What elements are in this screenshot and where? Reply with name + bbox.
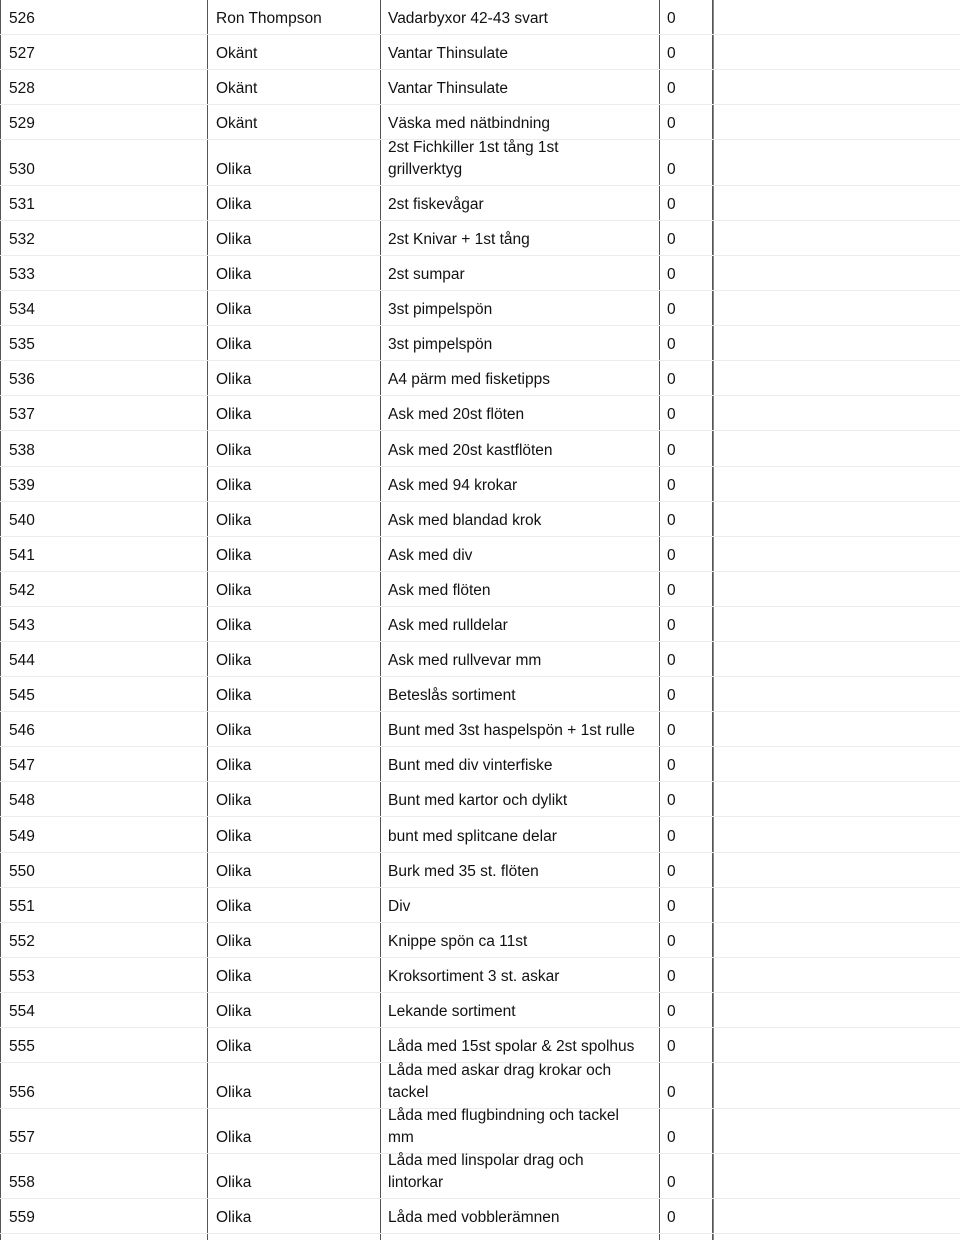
table-row: [0, 0, 960, 35]
table-row: [0, 361, 960, 396]
table-row: [0, 70, 960, 105]
item-description-cell: Beteslås sortiment: [388, 687, 516, 705]
item-description-cell: Låda med 15st spolar & 2st spolhus: [388, 1038, 635, 1056]
value-cell: 0: [667, 115, 676, 133]
table-row: [0, 35, 960, 70]
value-cell: 0: [667, 266, 676, 284]
table-row: [0, 1199, 960, 1234]
table-row: [0, 607, 960, 642]
table-row: [0, 467, 960, 502]
donor-cell: Olika: [216, 230, 252, 248]
table-row: [0, 747, 960, 782]
donor-cell: Olika: [216, 967, 252, 985]
row-number-cell: 557: [9, 1128, 35, 1146]
table-row: [0, 712, 960, 747]
row-number-cell: 544: [9, 652, 35, 670]
donor-cell: Okänt: [216, 45, 258, 63]
row-number-cell: 540: [9, 511, 35, 529]
table-row: [0, 853, 960, 888]
row-number-cell: 554: [9, 1003, 35, 1021]
table-row: [0, 1063, 960, 1108]
item-description-cell: Låda med vobblerämnen: [388, 1209, 560, 1227]
value-cell: 0: [667, 45, 676, 63]
value-cell: 0: [667, 511, 676, 529]
value-cell: 0: [667, 1174, 676, 1192]
value-cell: 0: [667, 10, 676, 28]
value-cell: 0: [667, 722, 676, 740]
table-row: [0, 782, 960, 817]
value-cell: 0: [667, 406, 676, 424]
donor-cell: Olika: [216, 652, 252, 670]
value-cell: 0: [667, 1128, 676, 1146]
value-cell: 0: [667, 195, 676, 213]
donor-cell: Olika: [216, 862, 252, 880]
table-row: [0, 888, 960, 923]
donor-cell: Olika: [216, 827, 252, 845]
item-description-cell: Div: [388, 897, 411, 915]
value-cell: 0: [667, 581, 676, 599]
item-description-cell: Låda med askar drag krokar och tackel: [388, 1061, 612, 1101]
item-description-cell: Låda med flugbindning och tackel mm: [388, 1106, 619, 1146]
value-cell: 0: [667, 792, 676, 810]
row-number-cell: 536: [9, 371, 35, 389]
row-number-cell: 535: [9, 336, 35, 354]
donor-cell: Olika: [216, 195, 252, 213]
item-description-cell: Kroksortiment 3 st. askar: [388, 967, 560, 985]
item-description-cell: 3st pimpelspön: [388, 301, 493, 319]
donor-cell: Olika: [216, 476, 252, 494]
table-row: [0, 572, 960, 607]
table-row: [0, 105, 960, 140]
row-number-cell: 549: [9, 827, 35, 845]
table-row: [0, 221, 960, 256]
value-cell: 0: [667, 1038, 676, 1056]
value-cell: 0: [667, 757, 676, 775]
item-description-cell: Bunt med div vinterfiske: [388, 757, 553, 775]
row-number-cell: 556: [9, 1083, 35, 1101]
value-cell: 0: [667, 967, 676, 985]
row-number-cell: 526: [9, 10, 35, 28]
value-cell: 0: [667, 687, 676, 705]
table-row: [0, 186, 960, 221]
donor-cell: Olika: [216, 722, 252, 740]
donor-cell: Olika: [216, 1174, 252, 1192]
value-cell: 0: [667, 160, 676, 178]
value-cell: 0: [667, 827, 676, 845]
donor-cell: Olika: [216, 406, 252, 424]
donor-cell: Olika: [216, 1038, 252, 1056]
table-row: [0, 537, 960, 572]
value-cell: 0: [667, 230, 676, 248]
row-number-cell: 552: [9, 932, 35, 950]
row-number-cell: 558: [9, 1174, 35, 1192]
item-description-cell: Väska med nätbindning: [388, 115, 551, 133]
table-row: [0, 291, 960, 326]
item-description-cell: Knippe spön ca 11st: [388, 932, 528, 950]
row-number-cell: 529: [9, 115, 35, 133]
value-cell: 0: [667, 862, 676, 880]
row-number-cell: 530: [9, 160, 35, 178]
row-number-cell: 547: [9, 757, 35, 775]
table-row: [0, 923, 960, 958]
donor-cell: Olika: [216, 1083, 252, 1101]
row-number-cell: 528: [9, 80, 35, 98]
donor-cell: Okänt: [216, 80, 258, 98]
table-row: [0, 396, 960, 431]
item-description-cell: bunt med splitcane delar: [388, 827, 557, 845]
item-description-cell: Vantar Thinsulate: [388, 80, 509, 98]
item-description-cell: 2st Fichkiller 1st tång 1st grillverktyg: [388, 138, 559, 178]
value-cell: 0: [667, 546, 676, 564]
row-number-cell: 538: [9, 441, 35, 459]
row-number-cell: 532: [9, 230, 35, 248]
donor-cell: Olika: [216, 160, 252, 178]
table-row: [0, 677, 960, 712]
row-number-cell: 534: [9, 301, 35, 319]
value-cell: 0: [667, 616, 676, 634]
donor-cell: Olika: [216, 546, 252, 564]
row-number-cell: 533: [9, 266, 35, 284]
row-number-cell: 553: [9, 967, 35, 985]
item-description-cell: Ask med 20st kastflöten: [388, 441, 553, 459]
row-number-cell: 555: [9, 1038, 35, 1056]
row-number-cell: 550: [9, 862, 35, 880]
row-number-cell: 531: [9, 195, 35, 213]
item-description-cell: Vantar Thinsulate: [388, 45, 509, 63]
item-description-cell: Burk med 35 st. flöten: [388, 862, 539, 880]
item-description-cell: 2st Knivar + 1st tång: [388, 230, 530, 248]
item-description-cell: Ask med flöten: [388, 581, 491, 599]
donor-cell: Olika: [216, 1128, 252, 1146]
row-number-cell: 542: [9, 581, 35, 599]
item-description-cell: Ask med rullvevar mm: [388, 652, 542, 670]
value-cell: 0: [667, 441, 676, 459]
item-description-cell: Ask med 20st flöten: [388, 406, 525, 424]
donor-cell: Olika: [216, 266, 252, 284]
donor-cell: Okänt: [216, 115, 258, 133]
table-row: [0, 431, 960, 466]
item-description-cell: Vadarbyxor 42-43 svart: [388, 10, 548, 28]
table-row: [0, 1106, 960, 1154]
donor-cell: Olika: [216, 441, 252, 459]
donor-cell: Olika: [216, 511, 252, 529]
item-description-cell: Ask med div: [388, 546, 473, 564]
table-row: [0, 326, 960, 361]
donor-cell: Olika: [216, 1209, 252, 1227]
donor-cell: Olika: [216, 1003, 252, 1021]
row-number-cell: 543: [9, 616, 35, 634]
value-cell: 0: [667, 371, 676, 389]
table-row: [0, 140, 960, 185]
table-row: [0, 256, 960, 291]
item-description-cell: Bunt med kartor och dylikt: [388, 792, 568, 810]
row-number-cell: 545: [9, 687, 35, 705]
donor-cell: Olika: [216, 932, 252, 950]
donor-cell: Ron Thompson: [216, 10, 322, 28]
donor-cell: Olika: [216, 687, 252, 705]
donor-cell: Olika: [216, 897, 252, 915]
row-number-cell: 546: [9, 722, 35, 740]
table-row: [0, 1154, 960, 1199]
item-description-cell: Ask med rulldelar: [388, 616, 508, 634]
item-description-cell: 2st sumpar: [388, 266, 465, 284]
value-cell: 0: [667, 80, 676, 98]
table-row: [0, 817, 960, 852]
row-number-cell: 541: [9, 546, 35, 564]
value-cell: 0: [667, 1083, 676, 1101]
item-description-cell: 2st fiskevågar: [388, 195, 484, 213]
table-row: [0, 993, 960, 1028]
value-cell: 0: [667, 301, 676, 319]
row-number-cell: 551: [9, 897, 35, 915]
value-cell: 0: [667, 476, 676, 494]
donor-cell: Olika: [216, 581, 252, 599]
donor-cell: Olika: [216, 792, 252, 810]
item-description-cell: Bunt med 3st haspelspön + 1st rulle: [388, 722, 635, 740]
row-number-cell: 527: [9, 45, 35, 63]
item-description-cell: Ask med blandad krok: [388, 511, 542, 529]
item-description-cell: A4 pärm med fisketipps: [388, 371, 550, 389]
row-number-cell: 559: [9, 1209, 35, 1227]
value-cell: 0: [667, 336, 676, 354]
item-description-cell: Låda med linspolar drag och lintorkar: [388, 1152, 584, 1192]
donor-cell: Olika: [216, 371, 252, 389]
table-row: [0, 502, 960, 537]
table-row: [0, 642, 960, 677]
row-number-cell: 539: [9, 476, 35, 494]
value-cell: 0: [667, 932, 676, 950]
table-row: [0, 1028, 960, 1063]
donor-cell: Olika: [216, 336, 252, 354]
item-description-cell: Ask med 94 krokar: [388, 476, 518, 494]
donor-cell: Olika: [216, 301, 252, 319]
item-description-cell: Lekande sortiment: [388, 1003, 516, 1021]
table-row: [0, 958, 960, 993]
row-number-cell: 537: [9, 406, 35, 424]
donor-cell: Olika: [216, 757, 252, 775]
value-cell: 0: [667, 1209, 676, 1227]
value-cell: 0: [667, 1003, 676, 1021]
value-cell: 0: [667, 897, 676, 915]
donor-cell: Olika: [216, 616, 252, 634]
value-cell: 0: [667, 652, 676, 670]
item-description-cell: 3st pimpelspön: [388, 336, 493, 354]
row-number-cell: 548: [9, 792, 35, 810]
